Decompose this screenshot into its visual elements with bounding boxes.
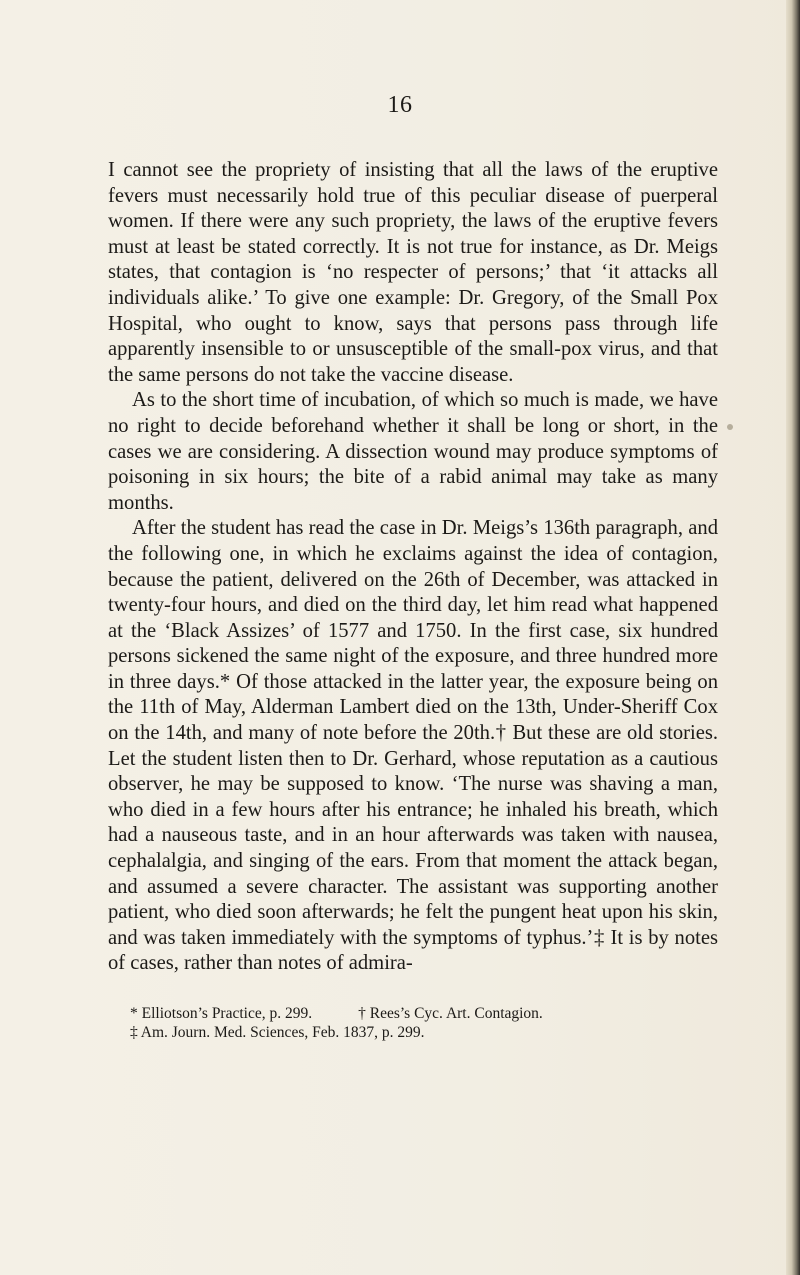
body-text: [108, 158, 718, 977]
paragraph-black-assizes: After the student has read the case in Dr. Meigs’s 136th paragraph, and the following one, in which he exclaims against the idea of contagion, because the patient, delivered on the 26th of December, was attacked in twenty-four hours, and died on the third day, let him read what happened at the ‘Black Assizes’ of 1577 and 1750. In the first case, six hundred persons sickened the same night of the exposure, and three hundred more in three days.* Of those attacked in the latter year, the exposure being on the 11th of May, Alderman Lambert died on the 13th, Under-Sheriff Cox on the 14th, and many of note before the 20th.† But these are old stories. Let the student listen then to Dr. Gerhard, whose reputation as a cautious observer, he may be supposed to know. ‘The nurse was shaving a man, who died in a few hours after his entrance; he inhaled his breath, which had a nauseous taste, and in an hour afterwards was taken with nausea, cephalalgia, and singing of the ears. From that moment the attack began, and assumed a severe character. The assistant was supporting another patient, who died soon afterwards; he felt the pungent heat upon his skin, and was taken immediately with the symptoms of typhus.’‡ It is by notes of cases, rather than notes of admira-: [108, 517, 718, 975]
footnote-row: [130, 1004, 710, 1023]
footnote-elliotson: * Elliotson’s Practice, p. 299.: [130, 1005, 313, 1022]
paragraph-incubation: As to the short time of incubation, of which so much is made, we have no right to decide beforehand whether it shall be long or short, in the cases we are considering. A dissection wound may produce symptoms of poisoning in six hours; the bite of a rabid animal may take as many months.: [108, 389, 718, 514]
ink-speck: [727, 424, 733, 430]
page-edge-shadow: [786, 0, 800, 1275]
page-number: 16: [387, 92, 413, 118]
paragraph-eruptive-fevers: I cannot see the propriety of insisting that all the laws of the eruptive fevers must necessarily hold true of this peculiar disease of puerperal women. If there were any such propriety, the laws of the eruptive fevers must at least be stated correctly. It is not true for instance, as Dr. Meigs states, that contagion is ‘no respecter of persons;’ that ‘it attacks all individuals alike.’ To give one example: Dr. Gregory, of the Small Pox Hospital, who ought to know, says that persons pass through life apparently insensible to or unsusceptible of the small-pox virus, and that the same persons do not take the vaccine disease.: [108, 159, 718, 386]
footnote-am-journ: ‡ Am. Journ. Med. Sciences, Feb. 1837, p. 299.: [130, 1024, 425, 1041]
footnote-rees: † Rees’s Cyc. Art. Contagion.: [358, 1005, 543, 1022]
footnotes: [130, 1004, 710, 1042]
